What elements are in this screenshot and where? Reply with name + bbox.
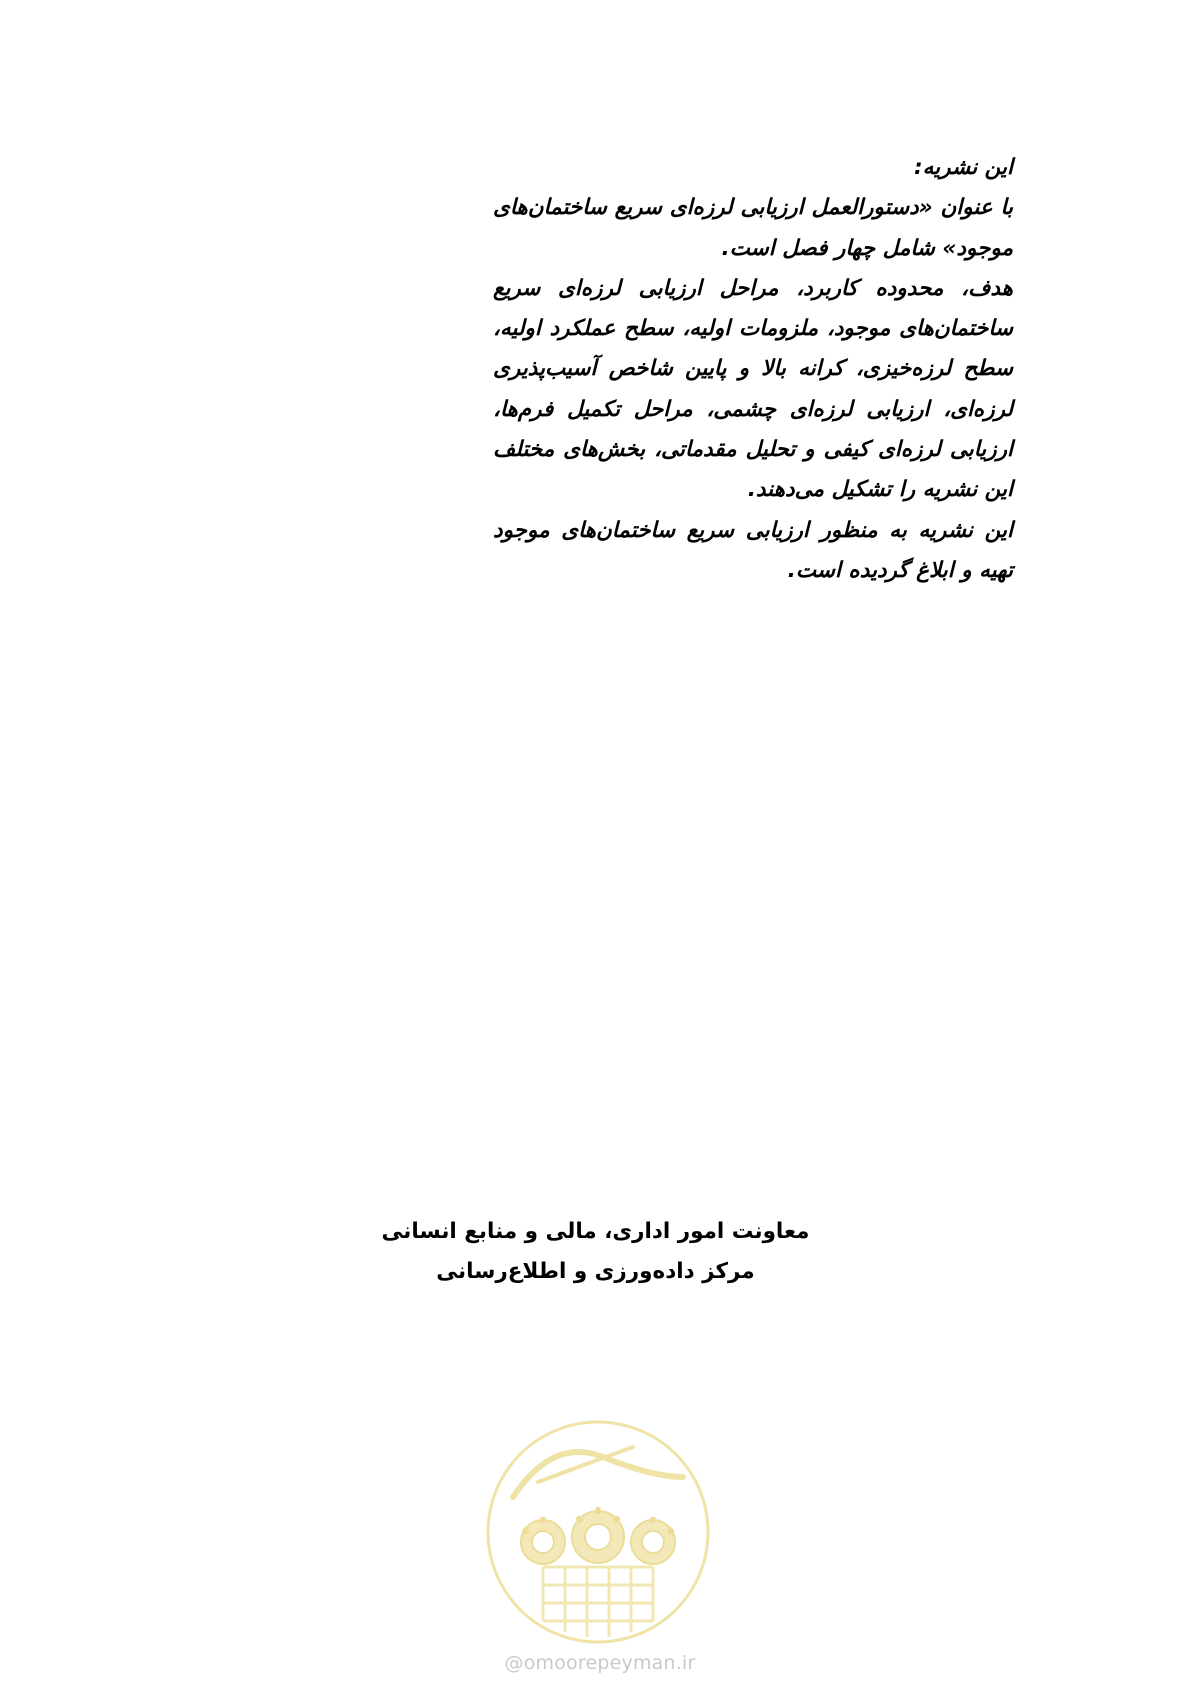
issuing-organization <box>0 1212 1191 1292</box>
watermark-url: @omoorepeyman.ir <box>504 1652 696 1674</box>
organization-deputy: معاونت امور اداری، مالی و منابع انسانی <box>381 1219 810 1244</box>
organization-center: مرکز داده‌ورزی و اطلاع‌رسانی <box>436 1259 755 1284</box>
abstract-heading: این نشریه: <box>914 155 1013 180</box>
publication-abstract <box>493 148 1013 591</box>
abstract-paragraph-3: این نشریه به منظور ارزیابی سریع ساختمان‌های موجود تهیه و ابلاغ گردیده است. <box>493 517 1013 583</box>
abstract-paragraph-2: هدف، محدوده کاربرد، مراحل ارزیابی لرزه‌ای سریع ساختمان‌های موجود، ملزومات اولیه، سطح عملکرد اولیه، سطح لرزه‌خیزی، کرانه بالا و پایین شاخص آسیب‌پذیری لرزه‌ای، ارزیابی لرزه‌ای چشمی، مراحل تکمیل فرم‌ها، ارزیابی لرزه‌ای کیفی و تحلیل مقدماتی، بخش‌های مختلف این نشریه را تشکیل می‌دهند. <box>493 275 1013 503</box>
watermark-logo <box>483 1417 713 1647</box>
abstract-paragraph-1: با عنوان «دستورالعمل ارزیابی لرزه‌ای سریع ساختمان‌های موجود» شامل چهار فصل است. <box>493 195 1013 261</box>
